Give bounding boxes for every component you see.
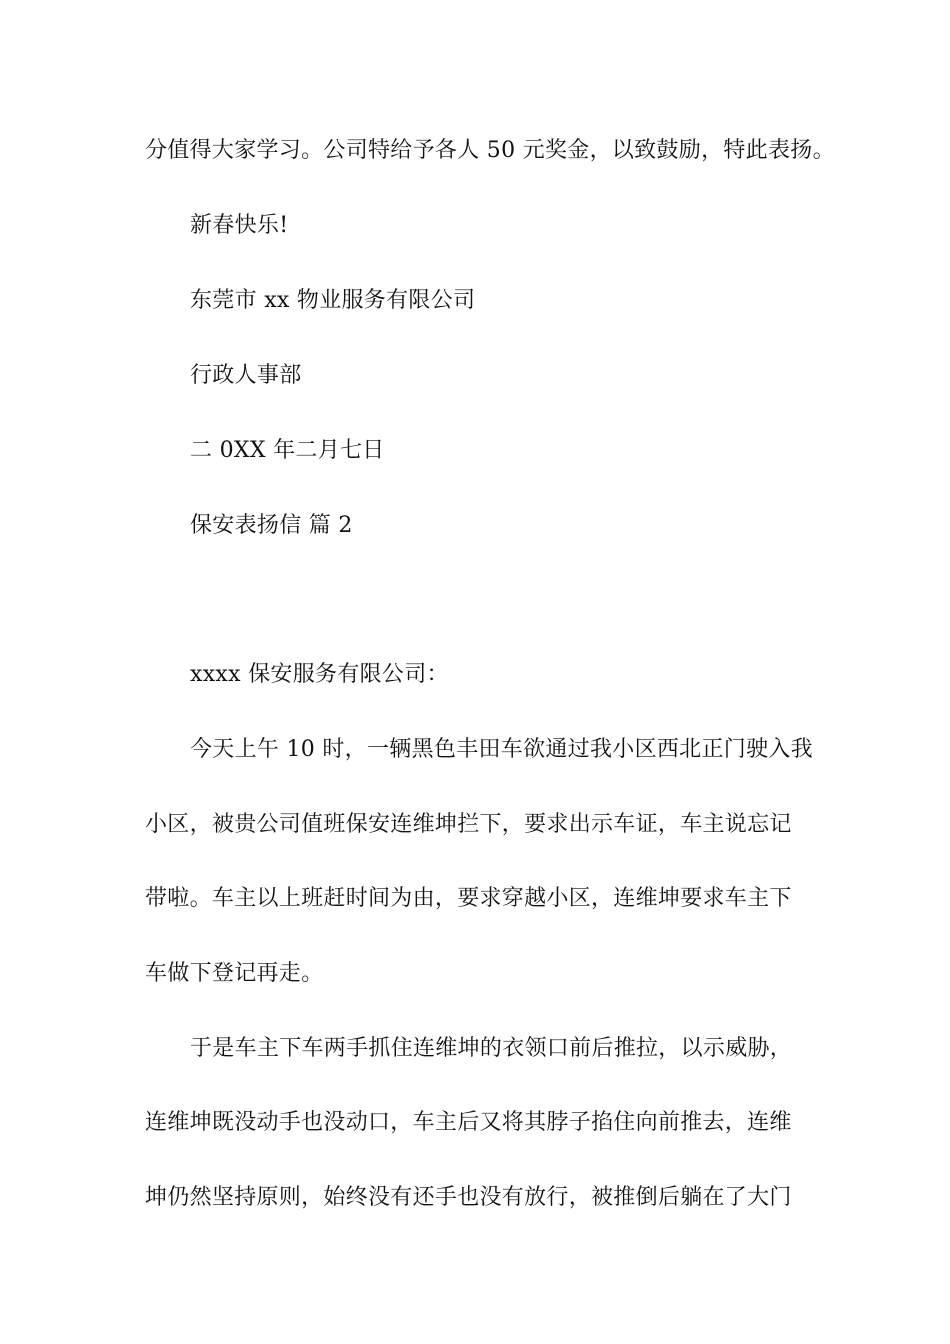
paragraph-line: 今天上午 10 时，一辆黑色丰田车欲通过我小区西北正门驶入我 bbox=[190, 737, 813, 762]
paragraph-line: 连维坤既没动手也没动口，车主后又将其脖子掐住向前推去，连维 bbox=[145, 1110, 792, 1135]
department-name: 行政人事部 bbox=[190, 363, 302, 388]
date-line: 二 0XX 年二月七日 bbox=[190, 438, 385, 463]
paragraph-line: 于是车主下车两手抓住连维坤的衣领口前后推拉，以示威胁， bbox=[190, 1036, 793, 1061]
paragraph-line: 车做下登记再走。 bbox=[145, 961, 324, 986]
greeting-line: 新春快乐! bbox=[190, 213, 289, 238]
section-title: 保安表扬信 篇 2 bbox=[190, 513, 353, 538]
paragraph-line: 带啦。车主以上班赶时间为由，要求穿越小区，连维坤要求车主下 bbox=[145, 886, 792, 911]
company-name: 东莞市 xx 物业服务有限公司 bbox=[190, 288, 476, 313]
paragraph-line: 小区，被贵公司值班保安连维坤拦下，要求出示车证，车主说忘记 bbox=[145, 812, 792, 837]
paragraph-line: 坤仍然坚持原则，始终没有还手也没有放行，被推倒后躺在了大门 bbox=[145, 1185, 792, 1210]
recipient-line: xxxx 保安服务有限公司： bbox=[190, 662, 449, 687]
paragraph-line: 分值得大家学习。公司特给予各人 50 元奖金，以致鼓励，特此表扬。 bbox=[145, 138, 835, 163]
